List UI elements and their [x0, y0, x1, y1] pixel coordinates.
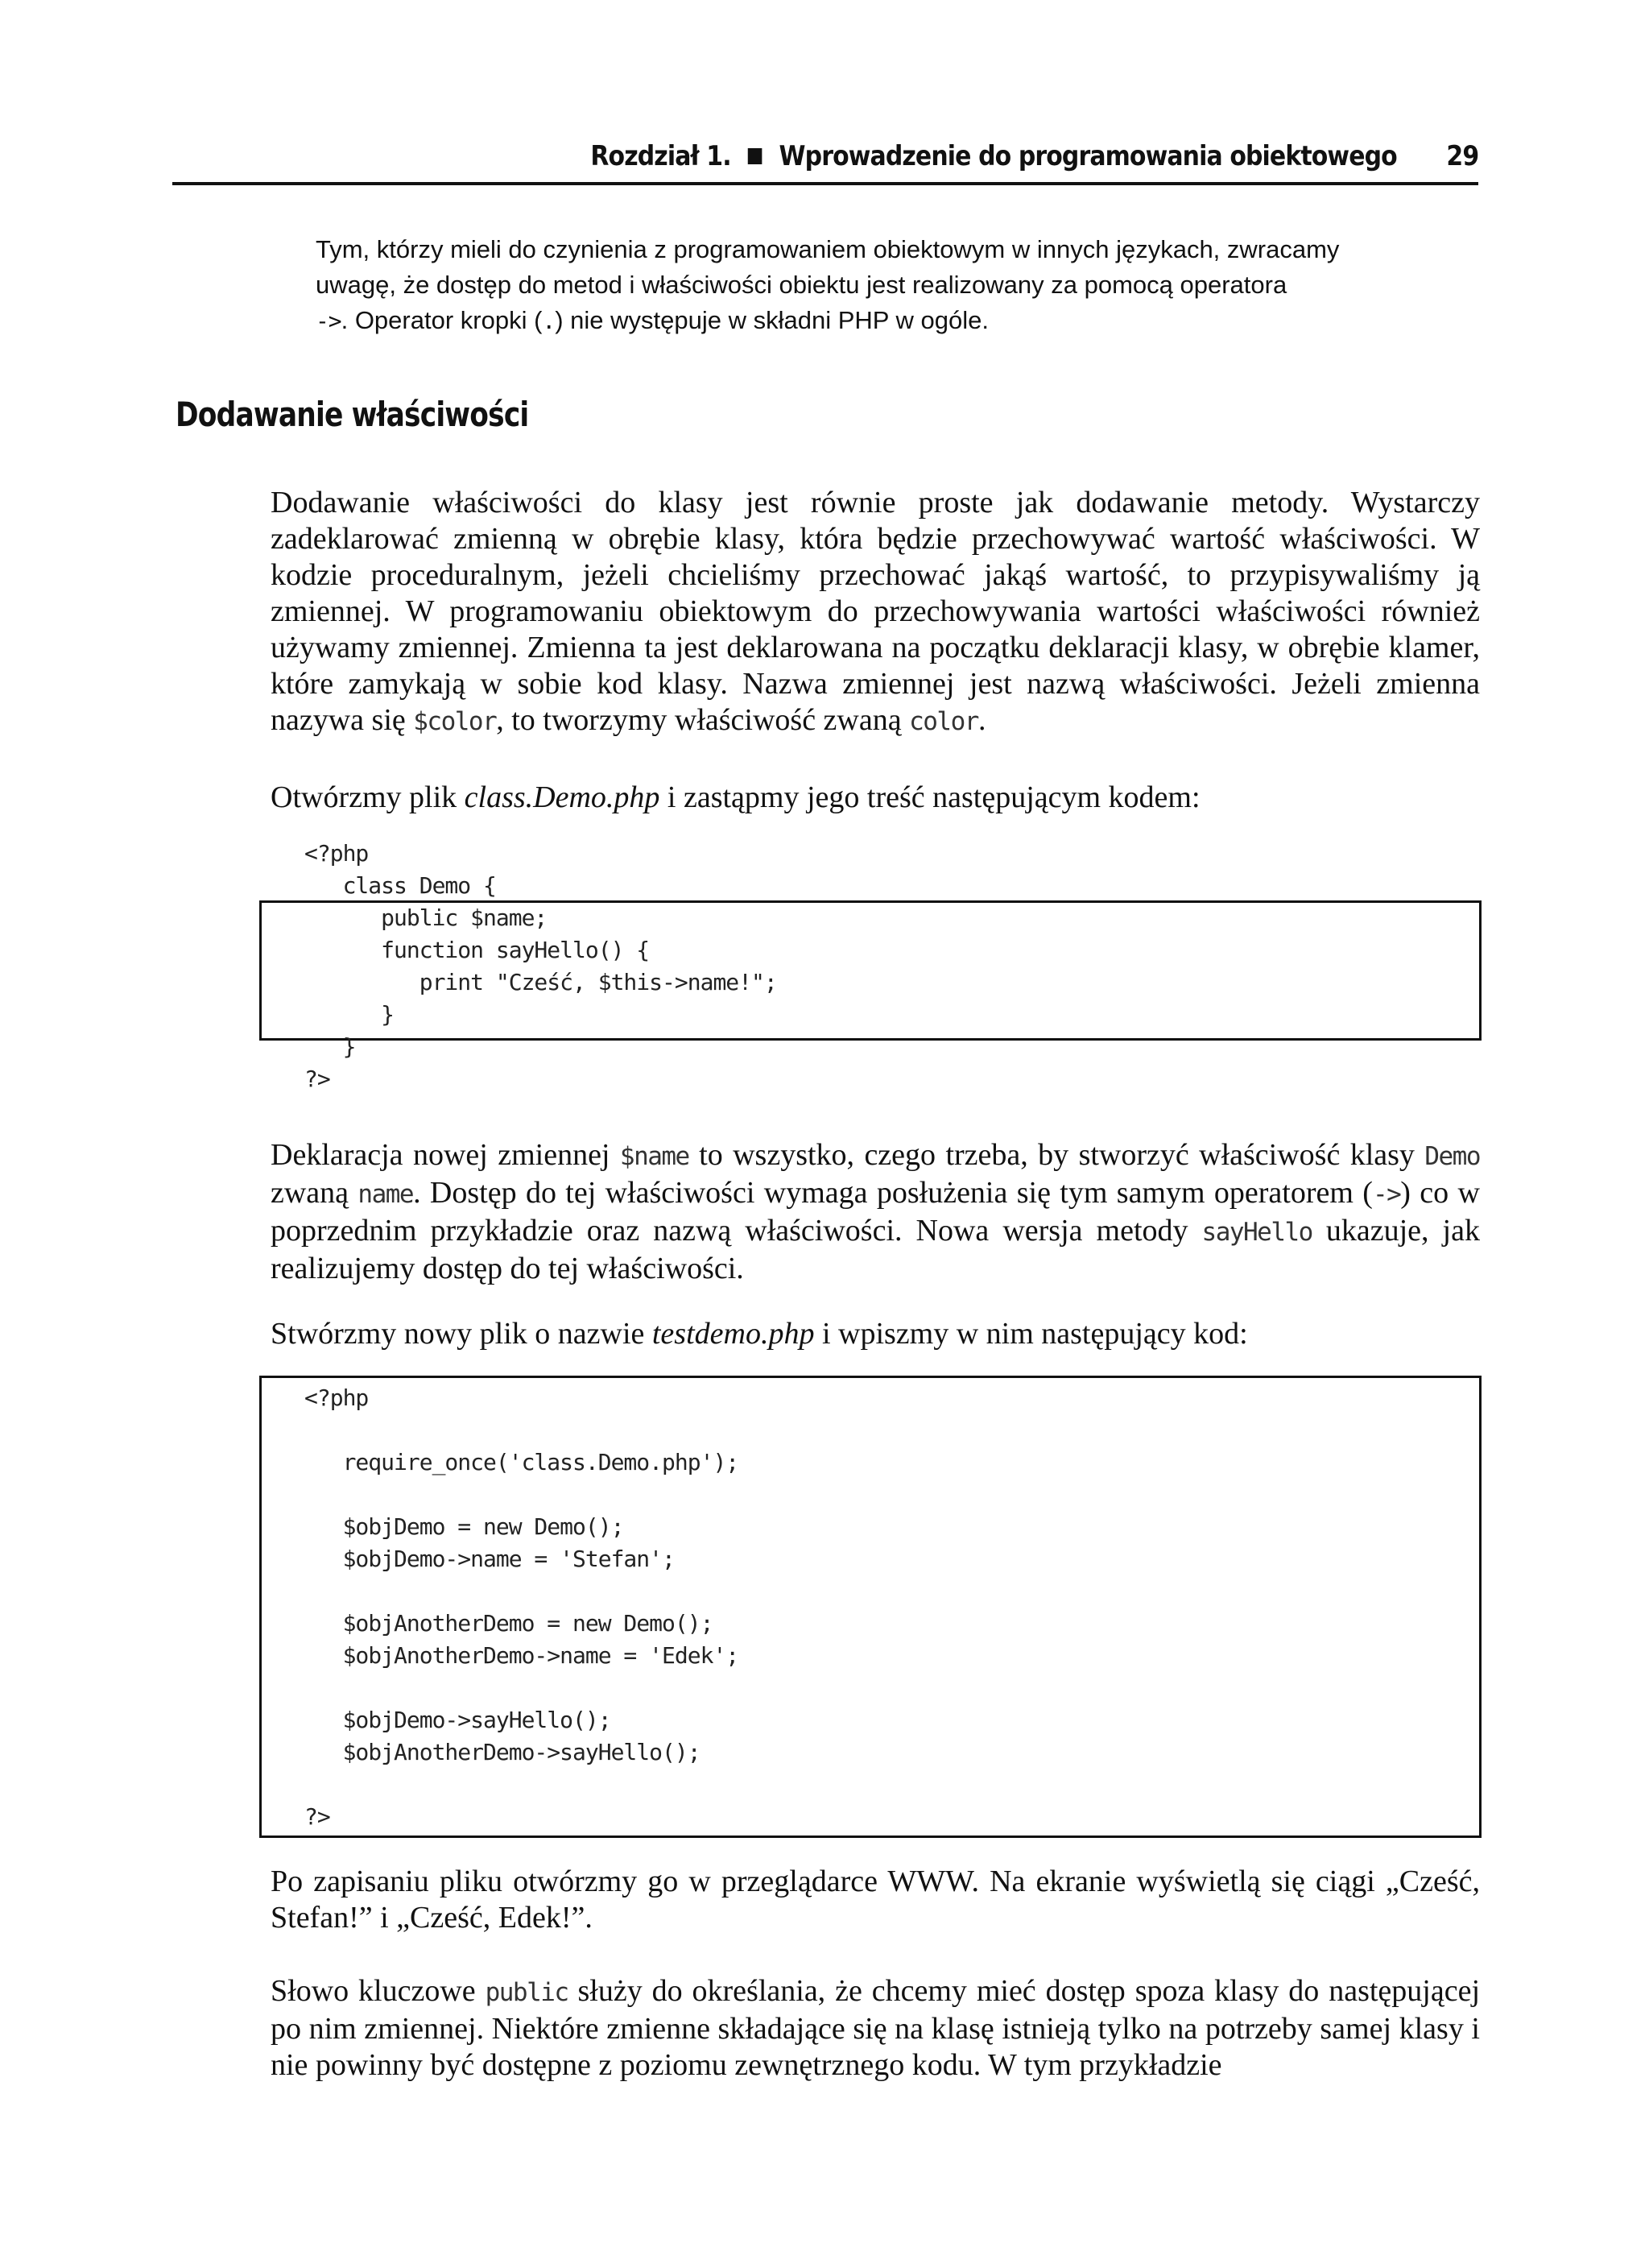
- paragraph-text: Słowo kluczowe: [271, 1974, 486, 2008]
- code-line: $objDemo->sayHello();: [304, 1707, 611, 1733]
- bullet-square-icon: [748, 148, 763, 164]
- code-line: }: [304, 1033, 356, 1060]
- paragraph-text: .: [977, 703, 986, 737]
- paragraph-text: ) co w poprzednim przykładzie oraz nazwą właściwości. Nowa wersja metody: [271, 1176, 1480, 1248]
- note-line-1: Tym, którzy mieli do czynienia z programowaniem obiektowym w innych językach, zwracamy: [316, 235, 1340, 263]
- paragraph-text: i zastąpmy jego treść następującym kodem:: [659, 780, 1201, 814]
- running-header: [172, 134, 1478, 185]
- chapter-label: Rozdział 1.: [590, 140, 731, 172]
- paragraph-text: to wszystko, czego trzeba, by stworzyć właściwość klasy: [688, 1138, 1425, 1172]
- code-line: class Demo {: [304, 872, 496, 899]
- paragraph-text: i wpiszmy w nim następujący kod:: [814, 1317, 1248, 1351]
- inline-code: $name: [619, 1142, 689, 1171]
- code-listing-2: [304, 1382, 738, 1833]
- paragraph-4: [271, 1316, 1480, 1352]
- filename: class.Demo.php: [464, 780, 660, 814]
- note-arrow-operator: ->: [316, 308, 341, 334]
- paragraph-text: Otwórzmy plik: [271, 780, 465, 814]
- inline-code: public: [485, 1978, 568, 2007]
- code-line: $objDemo = new Demo();: [304, 1513, 624, 1540]
- code-line: require_once('class.Demo.php');: [304, 1449, 739, 1475]
- inline-code: ->: [1372, 1180, 1401, 1209]
- code-line: $objAnotherDemo->name = 'Edek';: [304, 1642, 739, 1669]
- inline-code: name: [357, 1180, 414, 1209]
- code-line: function sayHello() {: [304, 937, 650, 963]
- paragraph-text: , to tworzymy właściwość zwaną: [496, 703, 910, 737]
- chapter-title: Wprowadzenie do programowania obiektowego: [779, 140, 1397, 172]
- inline-code: $color: [413, 707, 497, 736]
- code-line: ?>: [304, 1066, 330, 1092]
- note-box: [316, 232, 1483, 339]
- note-line-3: [316, 303, 1483, 339]
- code-line: <?php: [304, 840, 369, 867]
- paragraph-5: [271, 1864, 1480, 1936]
- note-text: ) nie występuje w składni PHP w ogóle.: [555, 306, 989, 334]
- code-line: $objDemo->name = 'Stefan';: [304, 1546, 675, 1572]
- paragraph-6: [271, 1973, 1480, 2084]
- section-heading: Dodawanie właściwości: [176, 395, 529, 434]
- paragraph-text: Stwórzmy nowy plik o nazwie: [271, 1317, 652, 1351]
- note-text: . Operator kropki (: [341, 306, 543, 334]
- paragraph-text: służy do określania, że chcemy mieć dostęp spoza klasy do następującej po nim zmiennej. Niektóre zmienne składające się na klasę istnieją tylko na potrzeby samej klasy i nie powinny być dostępne z poziomu zewnętrznego kodu. W tym przykładzie: [271, 1974, 1481, 2082]
- paragraph-text: ukazuje, jak realizujemy dostęp do tej właściwości.: [271, 1214, 1480, 1285]
- paragraph-text: Deklaracja nowej zmiennej: [271, 1138, 620, 1172]
- paragraph-text: . Dostęp do tej właściwości wymaga posłużenia się tym samym operatorem (: [413, 1176, 1373, 1210]
- code-line: <?php: [304, 1384, 369, 1411]
- paragraph-text: Po zapisaniu pliku otwórzmy go w przeglądarce WWW. Na ekranie wyświetlą się ciągi „Cześć, Stefan!” i „Cześć, Edek!”.: [271, 1864, 1480, 1935]
- code-line: print "Cześć, $this->name!";: [304, 969, 777, 995]
- code-line: ?>: [304, 1803, 330, 1830]
- filename: testdemo.php: [651, 1317, 815, 1351]
- code-line: $objAnotherDemo = new Demo();: [304, 1610, 713, 1637]
- header-text: [590, 134, 1478, 179]
- code-listing-1: [304, 838, 777, 1095]
- paragraph-text: Dodawanie właściwości do klasy jest równie proste jak dodawanie metody. Wystarczy zadeklarować zmienną w obrębie klasy, która będzie przechowywać wartość właściwości. W kodzie proceduralnym, jeżeli chcieliśmy przechować jakąś wartość, to przypisywaliśmy ją zmiennej. W programowaniu obiektowym do przechowywania wartości właściwości również używamy zmiennej. Zmienna ta jest deklarowana na początku deklaracji klasy, w obrębie klamer, które zamykają w sobie kod klasy. Nazwa zmiennej jest nazwą właściwości. Jeżeli zmienna nazywa się: [271, 486, 1480, 737]
- paragraph-text: zwaną: [271, 1176, 358, 1210]
- inline-code: color: [909, 707, 978, 736]
- inline-code: Demo: [1424, 1142, 1480, 1171]
- paragraph-2: [271, 780, 1480, 816]
- code-line: $objAnotherDemo->sayHello();: [304, 1739, 701, 1765]
- paragraph-1: [271, 485, 1480, 740]
- code-line: }: [304, 1001, 395, 1028]
- note-line-2: uwagę, że dostęp do metod i właściwości obiektu jest realizowany za pomocą operatora: [316, 271, 1287, 299]
- note-dot-operator: .: [542, 308, 556, 334]
- paragraph-3: [271, 1137, 1480, 1287]
- code-line: public $name;: [304, 904, 548, 931]
- inline-code: sayHello: [1201, 1218, 1312, 1247]
- page-number: 29: [1446, 140, 1478, 172]
